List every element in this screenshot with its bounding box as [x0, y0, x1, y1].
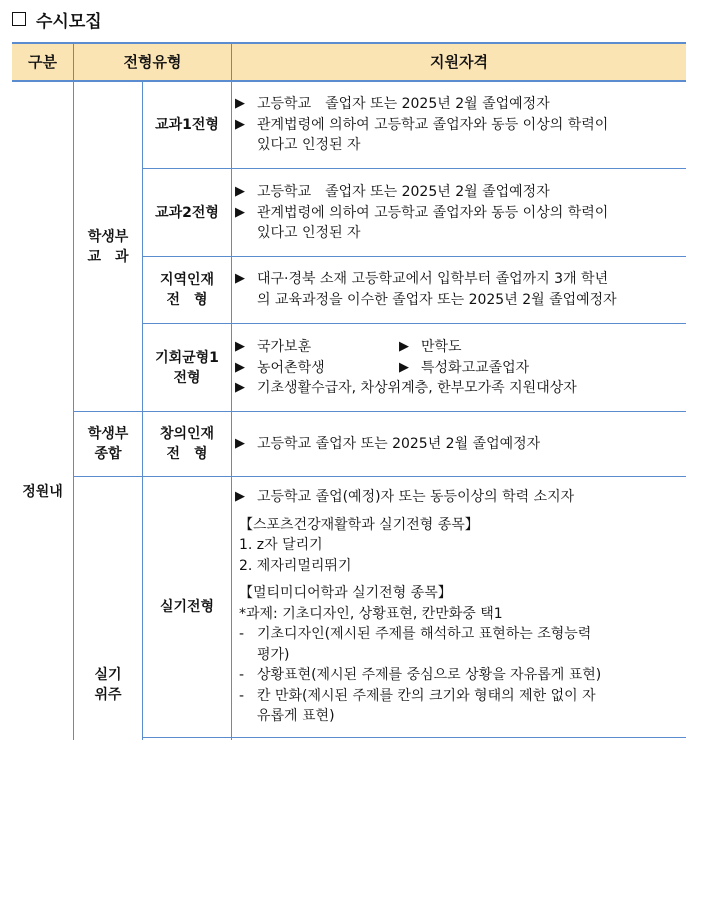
- list-item: ▶ 고등학교 졸업자 또는 2025년 2월 졸업예정자: [235, 434, 685, 455]
- qualification-practical: [235, 487, 685, 727]
- right-triangle-bullet-icon: ▶: [235, 271, 245, 286]
- qualification-opportunity: [235, 337, 685, 399]
- right-triangle-bullet-icon: ▶: [235, 339, 245, 354]
- list-item: ▶ 국가보훈: [235, 337, 399, 358]
- list-item: ▶ 관계법령에 의하여 고등학교 졸업자와 동등 이상의 학력이: [235, 203, 685, 224]
- list-item: ▶ 고등학교 졸업자 또는 2025년 2월 졸업예정자: [235, 182, 685, 203]
- right-triangle-bullet-icon: ▶: [235, 380, 245, 395]
- right-triangle-bullet-icon: ▶: [235, 489, 245, 504]
- qualification-gyogwa2: [235, 182, 685, 244]
- type-gyogwa1: 교과1전형: [155, 117, 219, 133]
- right-triangle-bullet-icon: ▶: [235, 96, 245, 111]
- qualification-gyogwa1: [235, 94, 685, 156]
- column-divider: [231, 42, 232, 740]
- media-section-title: 【멀티미디어학과 실기전형 종목】: [239, 585, 452, 601]
- list-item: ▶ 고등학교 졸업(예정)자 또는 동등이상의 학력 소지자: [235, 487, 685, 508]
- sports-section-title: 【스포츠건강재활학과 실기전형 종목】: [239, 516, 479, 533]
- page-title-row: [6, 4, 102, 34]
- media-item: - 상황표현(제시된 주제를 중심으로 상황을 자유롭게 표현): [239, 667, 602, 683]
- right-triangle-bullet-icon: ▶: [235, 204, 245, 220]
- row-divider: [142, 737, 686, 738]
- list-item: ▶ 만학도: [399, 337, 462, 358]
- right-triangle-bullet-icon: ▶: [399, 339, 409, 354]
- header-type: [74, 43, 231, 80]
- page-title: 수시모집: [36, 11, 102, 32]
- type-regional: 지역인재 전 형: [159, 272, 215, 308]
- sports-item: 2. 제자리멀리뛰기: [239, 557, 352, 574]
- list-item: ▶ 기초생활수급자, 차상위계층, 한부모가족 지원대상자: [235, 378, 685, 399]
- square-box-icon: [12, 12, 26, 26]
- list-item: ▶ 특성화고교졸업자: [399, 358, 529, 379]
- category-student-record-subject: 학생부 교 과: [87, 228, 129, 265]
- row-divider: [74, 476, 686, 477]
- type-practical: 실기전형: [159, 599, 215, 615]
- media-item-continuation: 평가): [257, 646, 290, 663]
- media-item: - 기초디자인(제시된 주제를 해석하고 표현하는 조형능력: [239, 626, 592, 642]
- right-triangle-bullet-icon: ▶: [235, 116, 245, 132]
- group-label: 정원내: [22, 484, 63, 500]
- list-item: ▶ 대구·경북 소재 고등학교에서 입학부터 졸업까지 3개 학년: [235, 269, 685, 290]
- category-practical: 실기 위주: [94, 667, 122, 703]
- media-item-continuation: 유롭게 표현): [257, 708, 335, 724]
- right-triangle-bullet-icon: ▶: [235, 359, 245, 375]
- list-item: ▶ 고등학교 졸업자 또는 2025년 2월 졸업예정자: [235, 94, 685, 115]
- right-triangle-bullet-icon: ▶: [235, 184, 245, 199]
- list-item-continuation: 있다고 인정된 자: [257, 225, 361, 241]
- type-gyogwa2: 교과2전형: [155, 204, 219, 221]
- table-top-rule: [12, 42, 686, 44]
- right-triangle-bullet-icon: ▶: [235, 436, 245, 451]
- type-opportunity: 기회균형1 전형: [155, 349, 219, 386]
- header-qualification: [232, 43, 686, 80]
- type-creative: 창의인재 전 형: [159, 426, 215, 462]
- header-category-label: 구분: [28, 53, 57, 71]
- qualification-regional: [235, 269, 685, 310]
- media-item: - 칸 만화(제시된 주제를 칸의 크기와 형태의 제한 없이 자: [239, 687, 596, 704]
- list-item: ▶ 농어촌학생: [235, 358, 399, 379]
- header-type-label: 전형유형: [123, 53, 182, 71]
- media-task: *과제: 기초디자인, 상황표현, 칸만화중 택1: [239, 605, 503, 622]
- list-item-continuation: 있다고 인정된 자: [257, 137, 361, 153]
- sports-item: 1. z자 달리기: [239, 537, 323, 553]
- list-item-continuation: 의 교육과정을 이수한 졸업자 또는 2025년 2월 졸업예정자: [257, 291, 617, 308]
- list-item: ▶ 관계법령에 의하여 고등학교 졸업자와 동등 이상의 학력이: [235, 115, 685, 136]
- header-qualification-label: 지원자격: [430, 53, 488, 71]
- header-category: [12, 43, 73, 80]
- category-student-record-comprehensive: 학생부 종합: [87, 426, 129, 462]
- right-triangle-bullet-icon: ▶: [399, 359, 409, 375]
- qualification-creative: [235, 434, 685, 455]
